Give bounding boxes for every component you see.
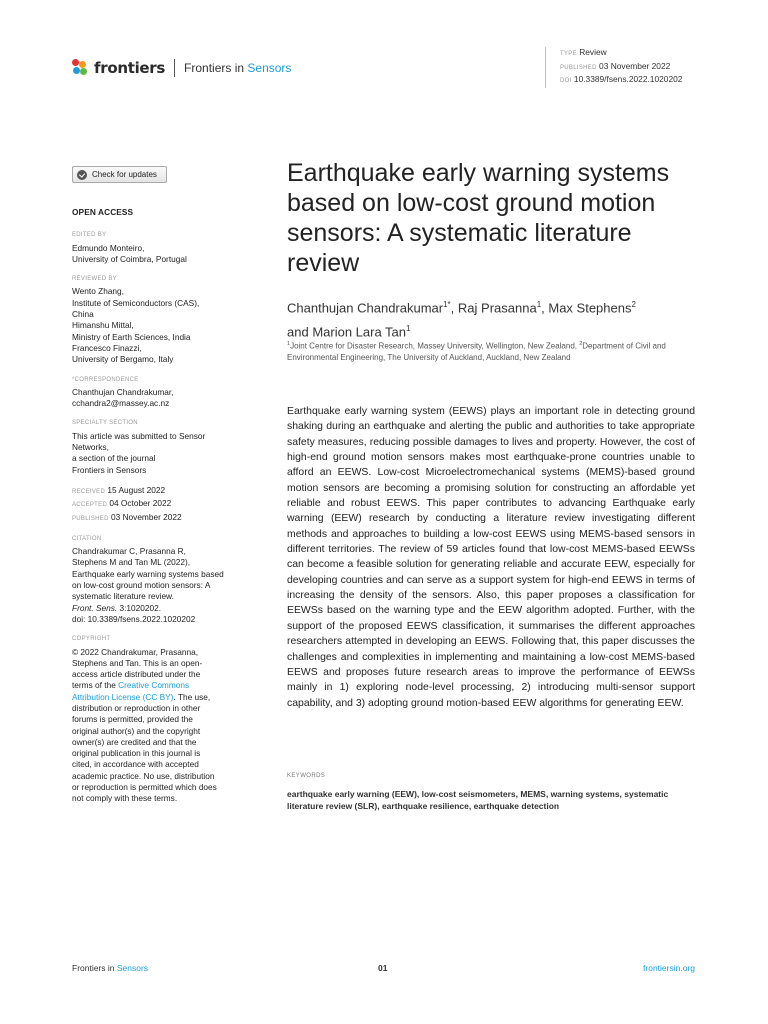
published-date: 03 November 2022 xyxy=(111,511,182,522)
reviewer-line: University of Bergamo, Italy xyxy=(72,354,174,365)
journal-header xyxy=(72,56,291,80)
accepted-label: ACCEPTED xyxy=(72,502,108,509)
dates-section xyxy=(72,485,240,525)
author-list: Chanthujan Chandrakumar$^{1*}$, Raj Prasanna$^1$, Max Stephens$^2$ and Marion Lara Tan$^1$ xyxy=(287,300,636,340)
copyright-line: original publication in this journal is xyxy=(72,748,201,759)
specialty-label: SPECIALTY SECTION xyxy=(72,420,138,427)
correspondent-name: Chanthujan Chandrakumar, xyxy=(72,386,174,397)
specialty-section xyxy=(72,418,240,475)
citation-line: Chandrakumar C, Prasanna R, xyxy=(72,546,186,557)
reviewer-line: China xyxy=(72,309,94,320)
author-name[interactable]: Max Stephens xyxy=(548,300,632,316)
reviewed-by-section xyxy=(72,274,240,365)
author-affiliation-mark: 1 xyxy=(536,300,542,309)
citation-line: Earthquake early warning systems based xyxy=(72,568,224,579)
author-name[interactable]: Raj Prasanna xyxy=(457,300,537,316)
edited-by-label: EDITED BY xyxy=(72,232,107,239)
specialty-line: Frontiers in Sensors xyxy=(72,464,147,475)
keywords: earthquake early warning (EEW), low-cost seismometers, MEMS, warning systems, systematic literature review (SLR), earthquake resilience, earthquake detection xyxy=(287,789,669,812)
received-label: RECEIVED xyxy=(72,488,106,495)
open-access-label: OPEN ACCESS xyxy=(72,207,134,217)
citation-line: Stephens M and Tan ML (2022), xyxy=(72,557,191,568)
citation-journal: Front. Sens. xyxy=(72,602,118,613)
sidebar xyxy=(72,166,240,814)
check-for-updates-label: Check for updates xyxy=(92,169,157,179)
copyright-line: cited, in accordance with accepted xyxy=(72,759,199,770)
copyright-line: distribution or reproduction in other xyxy=(72,702,201,713)
copyright-line: Stephens and Tan. This is an open- xyxy=(72,657,203,668)
license-link[interactable]: Creative Commons xyxy=(118,680,190,691)
reviewer-line: Wento Zhang, xyxy=(72,286,124,297)
citation-label: CITATION xyxy=(72,535,102,542)
author-affiliation-mark: 2 xyxy=(631,300,636,309)
copyright-line: . The use, xyxy=(173,691,211,702)
copyright-line: terms of the xyxy=(72,680,119,691)
affiliation-text: Joint Centre for Disaster Research, Massey University, Wellington, New Zealand, xyxy=(290,341,580,351)
citation-line: systematic literature review. xyxy=(72,591,174,602)
author-name[interactable]: Marion Lara Tan xyxy=(312,324,407,340)
license-link[interactable]: Attribution License (CC BY) xyxy=(72,691,174,702)
affiliation-text: Department of Civil and Environmental Engineering, The University of Auckland, Auckland, New Zealand xyxy=(287,341,666,362)
reviewer-line: Himanshu Mittal, xyxy=(72,320,134,331)
author-affiliation-mark: 1 xyxy=(406,324,411,334)
specialty-line: a section of the journal xyxy=(72,453,156,464)
published-value: 03 November 2022 xyxy=(599,60,671,71)
affiliation-mark: 1 xyxy=(287,341,291,347)
footer-journal: Frontiers in Sensors xyxy=(72,963,149,973)
citation-section xyxy=(72,534,240,625)
header-divider xyxy=(174,59,175,77)
specialty-line: Networks, xyxy=(72,442,109,453)
keywords-label: KEYWORDS xyxy=(287,773,326,779)
type-label: TYPE xyxy=(560,51,577,57)
footer-website-link[interactable]: frontiersin.org xyxy=(643,963,695,973)
copyright-line: forums is permitted, provided the xyxy=(72,714,193,725)
check-for-updates-button[interactable] xyxy=(72,166,167,183)
copyright-line: access article distributed under the xyxy=(72,669,201,680)
page-number: 01 xyxy=(378,963,388,973)
copyright-line: not comply with these terms. xyxy=(72,793,178,804)
copyright-line: or reproduction is permitted which does xyxy=(72,782,217,793)
journal-name[interactable]: Frontiers in Sensors xyxy=(184,61,292,75)
author-affiliation-mark: 1* xyxy=(443,300,451,309)
doi-label: DOI xyxy=(560,78,572,84)
copyright-section xyxy=(72,634,240,804)
check-icon xyxy=(77,170,87,180)
brand-name[interactable]: frontiers xyxy=(94,59,166,77)
citation-doi[interactable]: doi: 10.3389/fsens.2022.1020202 xyxy=(72,613,196,624)
frontiers-logo-icon xyxy=(72,59,90,77)
copyright-label: COPYRIGHT xyxy=(72,636,111,643)
doi-value[interactable]: 10.3389/fsens.2022.1020202 xyxy=(573,74,683,84)
copyright-line: owner(s) are credited and that the xyxy=(72,736,197,747)
author-name[interactable]: Chanthujan Chandrakumar xyxy=(287,300,444,316)
published-label: PUBLISHED xyxy=(560,64,597,71)
received-date: 15 August 2022 xyxy=(107,484,166,495)
correspondence-section xyxy=(72,375,240,410)
citation-volume: 3:1020202. xyxy=(117,602,162,613)
article-meta xyxy=(545,47,682,88)
published-label: PUBLISHED xyxy=(72,515,109,522)
correspondent-email[interactable]: cchandra2@massey.ac.nz xyxy=(72,398,170,409)
reviewer-line: Francesco Finazzi, xyxy=(72,342,142,353)
reviewed-by-label: REVIEWED BY xyxy=(72,276,117,283)
copyright-line: © 2022 Chandrakumar, Prasanna, xyxy=(72,646,199,657)
edited-by-section xyxy=(72,230,240,265)
specialty-line: This article was submitted to Sensor xyxy=(72,430,206,441)
editor-name: Edmundo Monteiro, xyxy=(72,242,145,253)
correspondence-label: *CORRESPONDENCE xyxy=(72,376,139,383)
type-value: Review xyxy=(579,47,607,57)
editor-affiliation: University of Coimbra, Portugal xyxy=(72,253,187,264)
affiliation-mark: 2 xyxy=(579,341,583,347)
article-title: Earthquake early warning systems based on low-cost ground motion sensors: A systematic literature review xyxy=(287,159,670,277)
copyright-line: original author(s) and the copyright xyxy=(72,725,201,736)
accepted-date: 04 October 2022 xyxy=(109,498,172,509)
citation-line: on low-cost ground motion sensors: A xyxy=(72,580,211,591)
reviewer-line: Institute of Semiconductors (CAS), xyxy=(72,297,200,308)
copyright-line: academic practice. No use, distribution xyxy=(72,770,215,781)
affiliations xyxy=(287,339,697,363)
abstract: Earthquake early warning system (EEWS) plays an important role in detecting ground shaking during an earthquake and alerting the public and authorities to take appropriate safety measures, reducing possible damages to lives and property. However, the cost of high-end ground motion sensors makes most earthquake-prone countries unable to afford an EEWS. Low-cost Microelectromechanical systems (MEMS)-based ground motion sensors are becoming a promising solution for constructing an affordable yet reliable and robust EEWS. This paper contributes to advancing Earthquake early warning (EEW) research by conducting a literature review investigating different methods and approaches to building a low-cost EEWS using MEMS-based sensors in different territories. The review of 59 articles found that low-cost MEMS-based EEWSs can become a feasible solution for generating reliable and accurate EEW, especially for developing countries and can serve as a support system for high-end EEWS in terms of increasing the density of the sensors. Also, this paper proposes a classification for EEWSs based on the warning type and the EEW algorithm adopted. Further, with the support of the proposed EEWS classification, it summarises the different approaches researchers attempted in developing an EEWS. Following that, this paper discusses the challenges and complexities in implementing and maintaining a low-cost MEMS-based EEWS and proposes future research areas to improve the performance of EEWSs mainly in 1) exploring node-level processing, 2) introducing multi-sensor support capability, and 3) adopting ground motion-based EEW algorithms for generating EEW. xyxy=(287,406,695,709)
reviewer-line: Ministry of Earth Sciences, India xyxy=(72,331,191,342)
